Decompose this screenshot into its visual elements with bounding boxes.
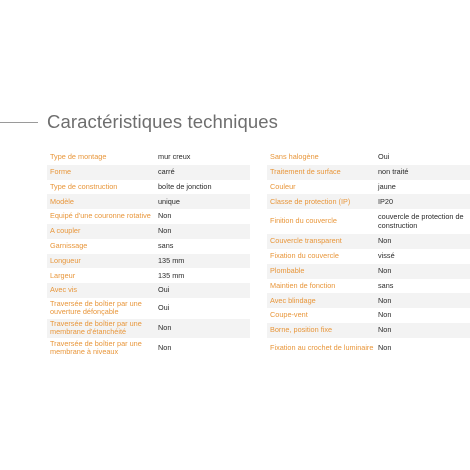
spec-value: Oui <box>158 285 170 295</box>
spec-value: Non <box>158 323 172 333</box>
spec-row <box>47 194 250 209</box>
spec-label: Traitement de surface <box>270 166 341 176</box>
spec-label: Borne, position fixe <box>270 325 333 335</box>
spec-row <box>267 308 470 323</box>
spec-value: Non <box>158 226 172 236</box>
specs-table-right <box>267 150 470 359</box>
spec-label: Classe de protection (IP) <box>270 196 351 206</box>
spec-value: vissé <box>378 251 395 261</box>
spec-label: Longueur <box>50 255 81 265</box>
spec-row <box>47 224 250 239</box>
spec-value: Non <box>378 265 392 275</box>
spec-row <box>267 249 470 264</box>
spec-label: Garnissage <box>50 240 88 250</box>
spec-label: Traversée de boîtier par une ouverture défonçable <box>50 299 142 317</box>
spec-value: 135 mm <box>158 270 185 280</box>
spec-label: Sans halogène <box>270 152 319 162</box>
spec-row <box>267 234 470 249</box>
spec-row <box>267 264 470 279</box>
spec-value: sans <box>158 240 174 250</box>
spec-value: carré <box>158 166 175 176</box>
spec-label: Avec vis <box>50 285 78 295</box>
spec-value: couvercle de protection de construction <box>378 212 464 230</box>
spec-value: Non <box>378 236 392 246</box>
spec-row <box>47 283 250 298</box>
spec-row <box>267 165 470 180</box>
spec-label: Forme <box>50 166 72 176</box>
spec-row <box>47 165 250 180</box>
spec-label: Type de construction <box>50 181 118 191</box>
spec-row <box>267 293 470 308</box>
spec-value: Non <box>158 211 172 221</box>
spec-row <box>47 319 250 338</box>
spec-label: Equipé d'une couronne rotative <box>50 211 151 221</box>
spec-label: Plombable <box>270 265 305 275</box>
spec-row <box>47 239 250 254</box>
spec-row <box>47 180 250 195</box>
spec-value: boîte de jonction <box>158 181 212 191</box>
spec-row <box>47 150 250 165</box>
spec-row <box>267 338 470 359</box>
spec-label: Avec blindage <box>270 295 316 305</box>
spec-row <box>47 338 250 359</box>
spec-value: Non <box>378 310 392 320</box>
spec-row <box>47 254 250 269</box>
spec-label: Modèle <box>50 196 74 206</box>
spec-row <box>47 298 250 319</box>
spec-label: Couvercle transparent <box>270 236 342 246</box>
spec-label: Largeur <box>50 270 76 280</box>
spec-label: Coupe-vent <box>270 310 308 320</box>
spec-value: mur creux <box>158 152 191 162</box>
spec-label: Traversée de boîtier par une membrane d'étanchéité <box>50 319 142 337</box>
spec-row <box>267 323 470 338</box>
section-heading: Caractéristiques techniques <box>47 111 278 132</box>
specs-table-left <box>47 150 250 359</box>
spec-value: Oui <box>158 303 170 313</box>
spec-label: Traversée de boîtier par une membrane à niveaux <box>50 339 142 357</box>
spec-row <box>267 180 470 195</box>
spec-label: Fixation au crochet de luminaire <box>270 343 374 353</box>
spec-value: IP20 <box>378 196 394 206</box>
spec-label: A coupler <box>50 226 81 236</box>
spec-label: Couleur <box>270 181 296 191</box>
spec-row <box>267 194 470 209</box>
spec-row <box>267 209 470 234</box>
spec-value: Non <box>158 343 172 353</box>
spec-row <box>47 209 250 224</box>
decorative-rule <box>0 122 38 123</box>
spec-value: unique <box>158 196 180 206</box>
spec-label: Type de montage <box>50 152 107 162</box>
spec-value: non traité <box>378 166 409 176</box>
spec-row <box>267 279 470 294</box>
spec-value: Oui <box>378 152 390 162</box>
spec-label: Maintien de fonction <box>270 280 336 290</box>
spec-label: Fixation du couvercle <box>270 251 339 261</box>
spec-row <box>267 150 470 165</box>
spec-value: Non <box>378 325 392 335</box>
spec-value: Non <box>378 295 392 305</box>
spec-value: sans <box>378 280 394 290</box>
spec-value: 135 mm <box>158 255 185 265</box>
spec-value: jaune <box>378 181 396 191</box>
spec-label: Finition du couvercle <box>270 216 337 226</box>
spec-value: Non <box>378 343 392 353</box>
spec-row <box>47 268 250 283</box>
